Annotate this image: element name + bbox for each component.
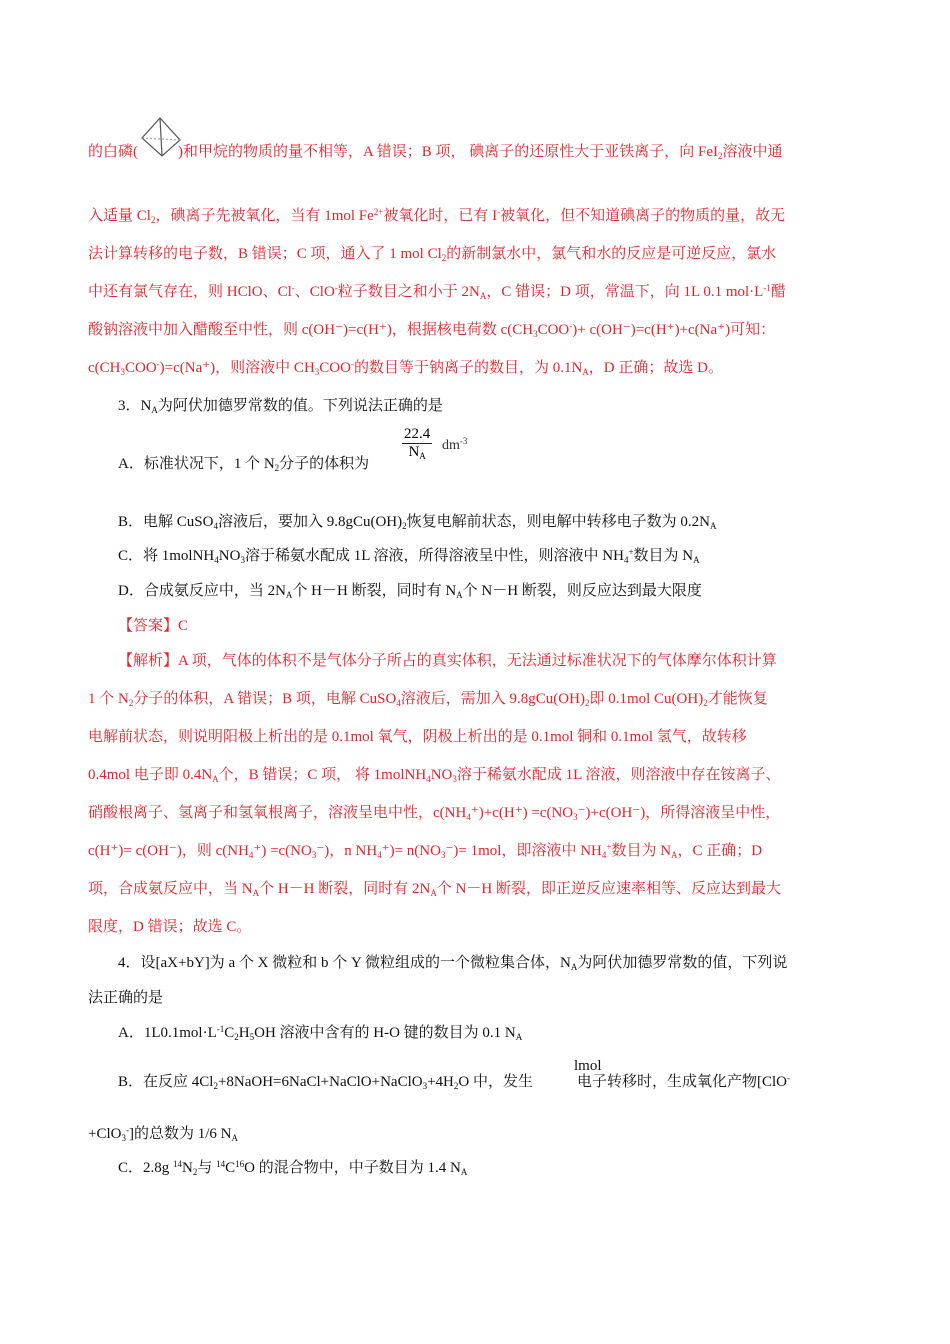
subscript: A xyxy=(252,888,260,898)
text: 1 个 N xyxy=(88,691,129,707)
subscript: 2 xyxy=(584,698,590,708)
superscript: 14 xyxy=(173,1159,183,1169)
superscript: - xyxy=(569,321,573,331)
text: 与 xyxy=(197,1160,217,1176)
subscript: 3 xyxy=(452,774,457,784)
text: ]的总数为 1/6 N xyxy=(128,1126,232,1142)
superscript: - xyxy=(497,207,501,217)
text: O 中，发生 xyxy=(458,1074,533,1090)
text: 即 0.1mol Cu(OH) xyxy=(589,691,704,707)
subscript: A xyxy=(582,367,589,377)
text: A．1L0.1mol·L xyxy=(118,1025,217,1041)
subscript: A xyxy=(212,774,219,784)
option-b xyxy=(118,1072,790,1092)
text: 醋 xyxy=(770,284,786,300)
text: 电解前状态，则说明阳极上析出的是 0.1mol 氧气，阴极上析出的是 0.1mol 铜和 0.1mol 氢气，故转移 xyxy=(88,729,747,745)
option-b xyxy=(118,512,716,532)
subscript: 2 xyxy=(718,151,723,161)
text: +8NaOH=6NaCl+NaClO+NaClO xyxy=(217,1074,423,1090)
text: 4．设[aX+bY]为 a 个 X 微粒和 b 个 Y 微粒组成的一个微粒集合体，N xyxy=(118,955,571,971)
subscript: 2 xyxy=(453,1081,459,1091)
text: 被氧化，但不知道碘离子的物质的量，故无 xyxy=(500,208,786,224)
superscript: - xyxy=(156,359,160,369)
text: C．2.8g xyxy=(118,1160,174,1176)
explanation-line xyxy=(118,651,777,671)
text: 中还有氯气存在，则 HClO、Cl xyxy=(88,284,292,300)
fraction-numerator: 22.4 xyxy=(404,426,431,442)
text: 个 H－H 断裂，同时有 N xyxy=(292,583,457,599)
text: D．合成氨反应中，当 2N xyxy=(118,583,286,599)
text: 恢复电解前状态，则电解中转移电子数为 0.2N xyxy=(406,514,710,530)
volume-unit xyxy=(442,438,467,454)
subscript: 4 xyxy=(213,521,218,531)
text: 分子的体积，A 错误；B 项，电解 CuSO xyxy=(133,691,397,707)
option-c xyxy=(118,546,700,566)
subscript: A xyxy=(570,962,578,972)
text: ⁺)= n(NO xyxy=(381,843,441,859)
text: 法计算转移的电子数，B 错误；C 项，通入了 1 mol Cl xyxy=(88,246,442,262)
text: 才能恢复 xyxy=(707,691,768,707)
text: COO xyxy=(125,360,157,376)
superscript: - xyxy=(125,1125,129,1135)
subscript: 4 xyxy=(396,698,401,708)
subscript: 2 xyxy=(192,1167,198,1177)
text: C xyxy=(224,1025,235,1041)
text: 【解析】A 项，气体的体积不是气体分子所占的真实体积，无法通过标准状况下的气体摩尔体积计算 xyxy=(118,653,777,669)
subscript: A xyxy=(671,850,678,860)
explanation-line xyxy=(88,282,786,302)
question-stem xyxy=(118,953,787,973)
explanation-line xyxy=(88,803,780,823)
subscript: 2 xyxy=(213,1081,218,1091)
superscript: + xyxy=(628,547,634,557)
text: 为阿伏加德罗常数的值，下列说 xyxy=(577,955,788,971)
explanation-line xyxy=(88,206,785,226)
explanation-line xyxy=(88,689,768,709)
text: O 的混合物中，中子数目为 1.4 N xyxy=(244,1160,461,1176)
text: B．电解 CuSO xyxy=(118,514,214,530)
subscript: 2 xyxy=(402,521,407,531)
superscript: -1 xyxy=(216,1024,225,1034)
subscript: 2 xyxy=(703,698,708,708)
text: 个 N－H 断裂，即正逆反应速率相等、反应达到最大 xyxy=(436,881,782,897)
option-d xyxy=(118,581,702,601)
subscript: 4 xyxy=(248,850,254,860)
text: N xyxy=(182,1160,193,1176)
text: 溶液中通 xyxy=(722,144,783,160)
subscript: 3 xyxy=(440,850,446,860)
subscript: 2 xyxy=(128,698,134,708)
text: 分子的体积为 xyxy=(279,456,370,472)
text: )和甲烷的物质的量不相等，A 错误；B 项， 碘离子的还原性大于亚铁离子，向 FeI xyxy=(178,144,719,160)
text: 溶于稀氨水配成 1L 溶液，则溶液中存在铵离子、 xyxy=(456,767,781,783)
explanation-line xyxy=(88,320,775,340)
text: A．标准状况下，1 个 N xyxy=(118,456,275,472)
subscript: A xyxy=(709,521,717,531)
text: 3．N xyxy=(118,398,152,414)
text: c(CH xyxy=(88,360,121,376)
text: COO xyxy=(537,322,570,338)
subscript: 2 xyxy=(150,215,156,225)
subscript: A xyxy=(231,1133,238,1143)
text: C xyxy=(225,1160,236,1176)
option-b-continued xyxy=(88,1124,238,1144)
subscript: 2 xyxy=(441,253,447,263)
explanation-line xyxy=(88,917,251,937)
text: COO xyxy=(319,360,351,376)
text: 电子转移时，生成氧化产物[ClO xyxy=(576,1074,787,1090)
subscript: A xyxy=(515,1032,523,1042)
superscript: + xyxy=(606,842,612,852)
text: 个 N－H 断裂，则反应达到最大限度 xyxy=(462,583,702,599)
white-phosphorus-tetrahedron-icon xyxy=(138,114,184,160)
text: 硝酸根离子、氢离子和氢氧根离子，溶液呈电中性，c(NH xyxy=(88,805,467,821)
text: 溶液后，要加入 9.8gCu(OH) xyxy=(217,514,403,530)
text: 项，合成氨反应中，当 N xyxy=(88,881,253,897)
text: ⁻)= 1mol，即溶液中 NH xyxy=(445,843,602,859)
text: 入适量 Cl xyxy=(88,208,151,224)
superscript: -1 xyxy=(763,283,771,293)
text: 个 H－H 断裂，同时有 2N xyxy=(259,881,431,897)
subscript: 4 xyxy=(214,555,219,565)
superscript: 14 xyxy=(216,1159,226,1169)
text: 的数目等于钠离子的数目，为 0.1N xyxy=(353,360,583,376)
explanation-line xyxy=(88,765,780,785)
subscript: A xyxy=(479,291,487,301)
text: 的白磷( xyxy=(88,144,138,160)
text: ⁺) =c(NO xyxy=(253,843,312,859)
subscript: 3 xyxy=(573,812,578,822)
text: 被氧化时，已有 I xyxy=(383,208,498,224)
text: )+ c(OH⁻)=c(H⁺)+c(Na⁺)可知： xyxy=(572,322,776,338)
subscript: 4 xyxy=(377,850,382,860)
subscript: A xyxy=(285,590,293,600)
option-a xyxy=(118,454,369,474)
answer-label xyxy=(118,616,188,636)
text: 0.4mol 电子即 0.4N xyxy=(88,767,213,783)
text: ，D 正确；故选 D。 xyxy=(588,360,723,376)
subscript: 2 xyxy=(274,463,280,473)
question-stem xyxy=(118,396,443,416)
text: )=c(Na⁺)，则溶液中 CH xyxy=(159,360,315,376)
subscript: 2 xyxy=(234,1032,239,1042)
subscript: 5 xyxy=(249,1032,255,1042)
question-stem xyxy=(88,988,163,1008)
text: 溶于稀氨水配成 1L 溶液，所得溶液呈中性，则溶液中 NH xyxy=(244,548,624,564)
text: lmol xyxy=(574,1058,602,1074)
superscript: - xyxy=(787,1073,790,1083)
subscript: 3 xyxy=(311,850,317,860)
subscript: 3 xyxy=(120,367,125,377)
subscript: A xyxy=(693,555,700,565)
subscript: 4 xyxy=(466,812,471,822)
text: dm xyxy=(442,438,460,453)
explanation-line xyxy=(88,358,723,378)
text: NO xyxy=(218,548,241,564)
explanation-line xyxy=(88,879,781,899)
option-a xyxy=(118,1023,522,1043)
text: c(H⁺)= c(OH⁻)，则 c(NH xyxy=(88,843,249,859)
fraction-denominator xyxy=(402,444,432,461)
subscript: A xyxy=(430,888,437,898)
subscript: 3 xyxy=(422,1081,428,1091)
subscript: A xyxy=(460,1167,468,1177)
text: +ClO xyxy=(88,1126,122,1142)
text: NO xyxy=(430,767,453,783)
text: ⁻)+c(OH⁻)，所得溶液呈中性， xyxy=(577,805,781,821)
text: 、ClO xyxy=(294,284,335,300)
subscript: 3 xyxy=(533,329,538,339)
text: 溶液后，需加入 9.8gCu(OH) xyxy=(400,691,585,707)
subscript: 4 xyxy=(623,555,629,565)
superscript: - xyxy=(350,359,354,369)
text: N xyxy=(408,444,420,460)
text: ，碘离子先被氧化，当有 1mol Fe xyxy=(155,208,374,224)
explanation-line xyxy=(88,142,783,162)
subscript: A xyxy=(419,451,426,461)
subscript: A xyxy=(151,405,158,415)
subscript: 3 xyxy=(240,555,245,565)
text: 数目为 N xyxy=(611,843,672,859)
explanation-line xyxy=(88,841,762,861)
text: 粒子数目之和小于 2N xyxy=(337,284,480,300)
text: 个，B 错误；C 项， 将 1molNH xyxy=(218,767,427,783)
explanation-line xyxy=(88,727,747,747)
superscript: 16 xyxy=(235,1159,245,1169)
subscript: 3 xyxy=(314,367,320,377)
explanation-line xyxy=(88,244,776,264)
text: 的新制氯水中，氯气和水的反应是可逆反应，氯水 xyxy=(446,246,777,262)
electron-mol-label xyxy=(574,1056,602,1076)
text: ，C 错误；D 项，常温下，向 1L 0.1 mol·L xyxy=(486,284,764,300)
option-c xyxy=(118,1158,467,1178)
text: ，C 正确；D xyxy=(677,843,763,859)
superscript: -3 xyxy=(459,436,468,446)
text: +4H xyxy=(427,1074,454,1090)
text: C．将 1molNH xyxy=(118,548,215,564)
superscript: 2+ xyxy=(373,207,384,217)
text: ⁻)，n NH xyxy=(316,843,378,859)
subscript: 4 xyxy=(601,850,607,860)
text: 数目为 N xyxy=(633,548,694,564)
text: 为阿伏加德罗常数的值。下列说法正确的是 xyxy=(157,398,443,414)
text: 【答案】C xyxy=(118,618,189,634)
volume-fraction xyxy=(402,426,432,461)
text: B．在反应 4Cl xyxy=(118,1074,214,1090)
text: ⁺)+c(H⁺) =c(NO xyxy=(470,805,574,821)
subscript: 4 xyxy=(426,774,431,784)
text: 法正确的是 xyxy=(88,990,164,1006)
text: OH 溶液中含有的 H-O 键的数目为 0.1 N xyxy=(254,1025,516,1041)
superscript: - xyxy=(334,283,338,293)
text: H xyxy=(238,1025,250,1041)
subscript: 3 xyxy=(121,1133,126,1143)
text: 限度，D 错误；故选 C。 xyxy=(88,919,252,935)
text: 酸钠溶液中加入醋酸至中性，则 c(OH⁻)=c(H⁺)，根据核电荷数 c(CH xyxy=(88,322,534,338)
subscript: A xyxy=(456,590,463,600)
superscript: - xyxy=(291,283,295,293)
